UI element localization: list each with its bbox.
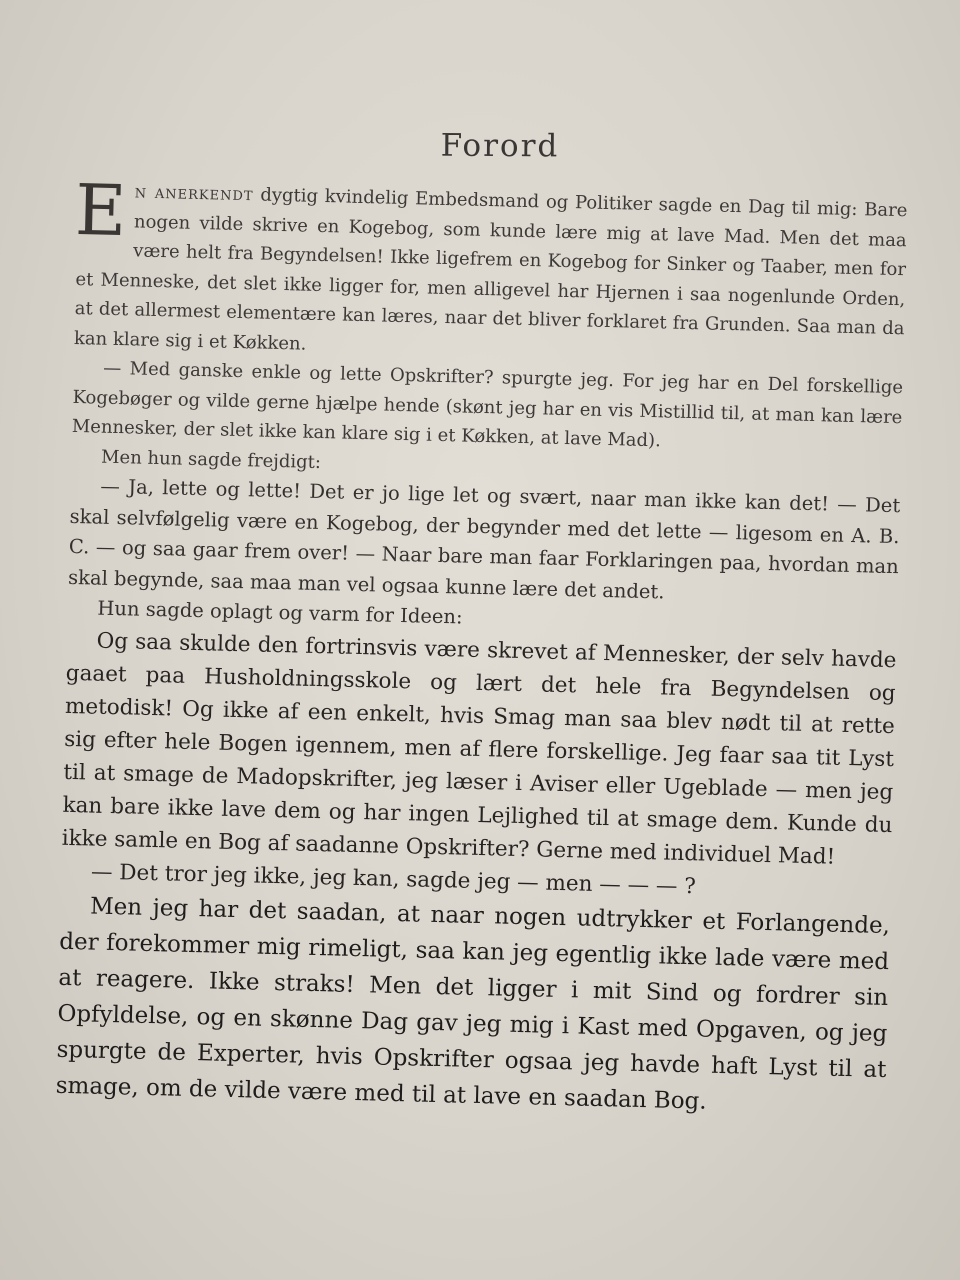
paragraph-8: Men jeg har det saadan, at naar nogen udtrykker et Forlangende, der forekommer mig rimeligt, saa kan jeg egentlig ikke lade være med at reagere. Ikke straks! Men det ligger i mit Sind og fordrer sin Opfyldelse, og en skønne Dag gav jeg mig i Kast med Opgaven, og jeg spurgte de Experter, hvis Opskrifter ogsaa jeg havde haft Lyst til at smage, om de vilde være med til at lave en saadan Bog. (55, 893, 891, 1115)
foreword-text (55, 168, 908, 1124)
paragraph-1-text: dygtig kvindelig Embedsmand og Politiker sagde en Dag til mig: Bare nogen vilde skrive en Kogebog, som kunde lære mig at lave Mad. Men det maa være helt fra Begyndelsen! Ikke ligefrem en Kogebog for Sinker og Taaber, men for et Menneske, det slet ikke ligger for, men alligevel har Hjernen i saa nogenlunde Orden, at det allermest elementære kan læres, naar det bliver forklaret fra Grunden. Saa man da kan klare sig i et Køkken. (73, 184, 908, 355)
paragraph-2: — Med ganske enkle og lette Opskrifter? spurgte jeg. For jeg har en Del forskellige Kogebøger og vilde gerne hjælpe hende (skønt jeg har en vis Mistillid til, at man kan lære Mennesker, der slet ikke kan klare sig i et Køkken, at lave Mad). (71, 357, 904, 452)
drop-cap: E (74, 168, 128, 253)
text-block-1 (71, 168, 908, 491)
text-block-3 (61, 623, 897, 907)
text-block-4 (55, 887, 890, 1123)
paragraph-6: Og saa skulde den fortrinsvis være skrevet af Mennesker, der selv havde gaaet paa Husholdningsskole og lært det hele fra Begyndelsen og metodisk! Og ikke af een enkelt, hvis Smag man saa blev nødt til at rette sig efter hele Bogen igennem, men af flere forskellige. Jeg faar saa tit Lyst til at smage de Madopskrifter, jeg læser i Aviser eller Ugeblade — men jeg kan bare ikke lave dem og har ingen Lejlighed til at smage dem. Kunde du ikke samle en Bog af saadanne Opskrifter? Gerne med individuel Mad! (61, 628, 897, 870)
opening-smallcaps: n anerkendt (134, 181, 254, 206)
paragraph-7: — Det tror jeg ikke, jeg kan, sagde jeg — men — — — ? (90, 859, 697, 899)
chapter-title: Forord (440, 127, 560, 165)
paragraph-5: Hun sagde oplagt og varm for Ideen: (97, 596, 463, 629)
paragraph-1 (73, 168, 908, 373)
text-block-2 (67, 471, 900, 644)
paragraph-4: — Ja, lette og lette! Det er jo lige let og svært, naar man ikke kan det! — Det skal selvfølgelig være en Kogebog, der begynder med det lette — ligesom en A. B. C. — og saa gaar frem over! — Naar bare man faar Forklaringen paa, hvordan man skal begynde, saa maa man vel ogsaa kunne lære det andet. (67, 474, 901, 603)
paragraph-3: Men hun sagde frejdigt: (100, 446, 322, 473)
